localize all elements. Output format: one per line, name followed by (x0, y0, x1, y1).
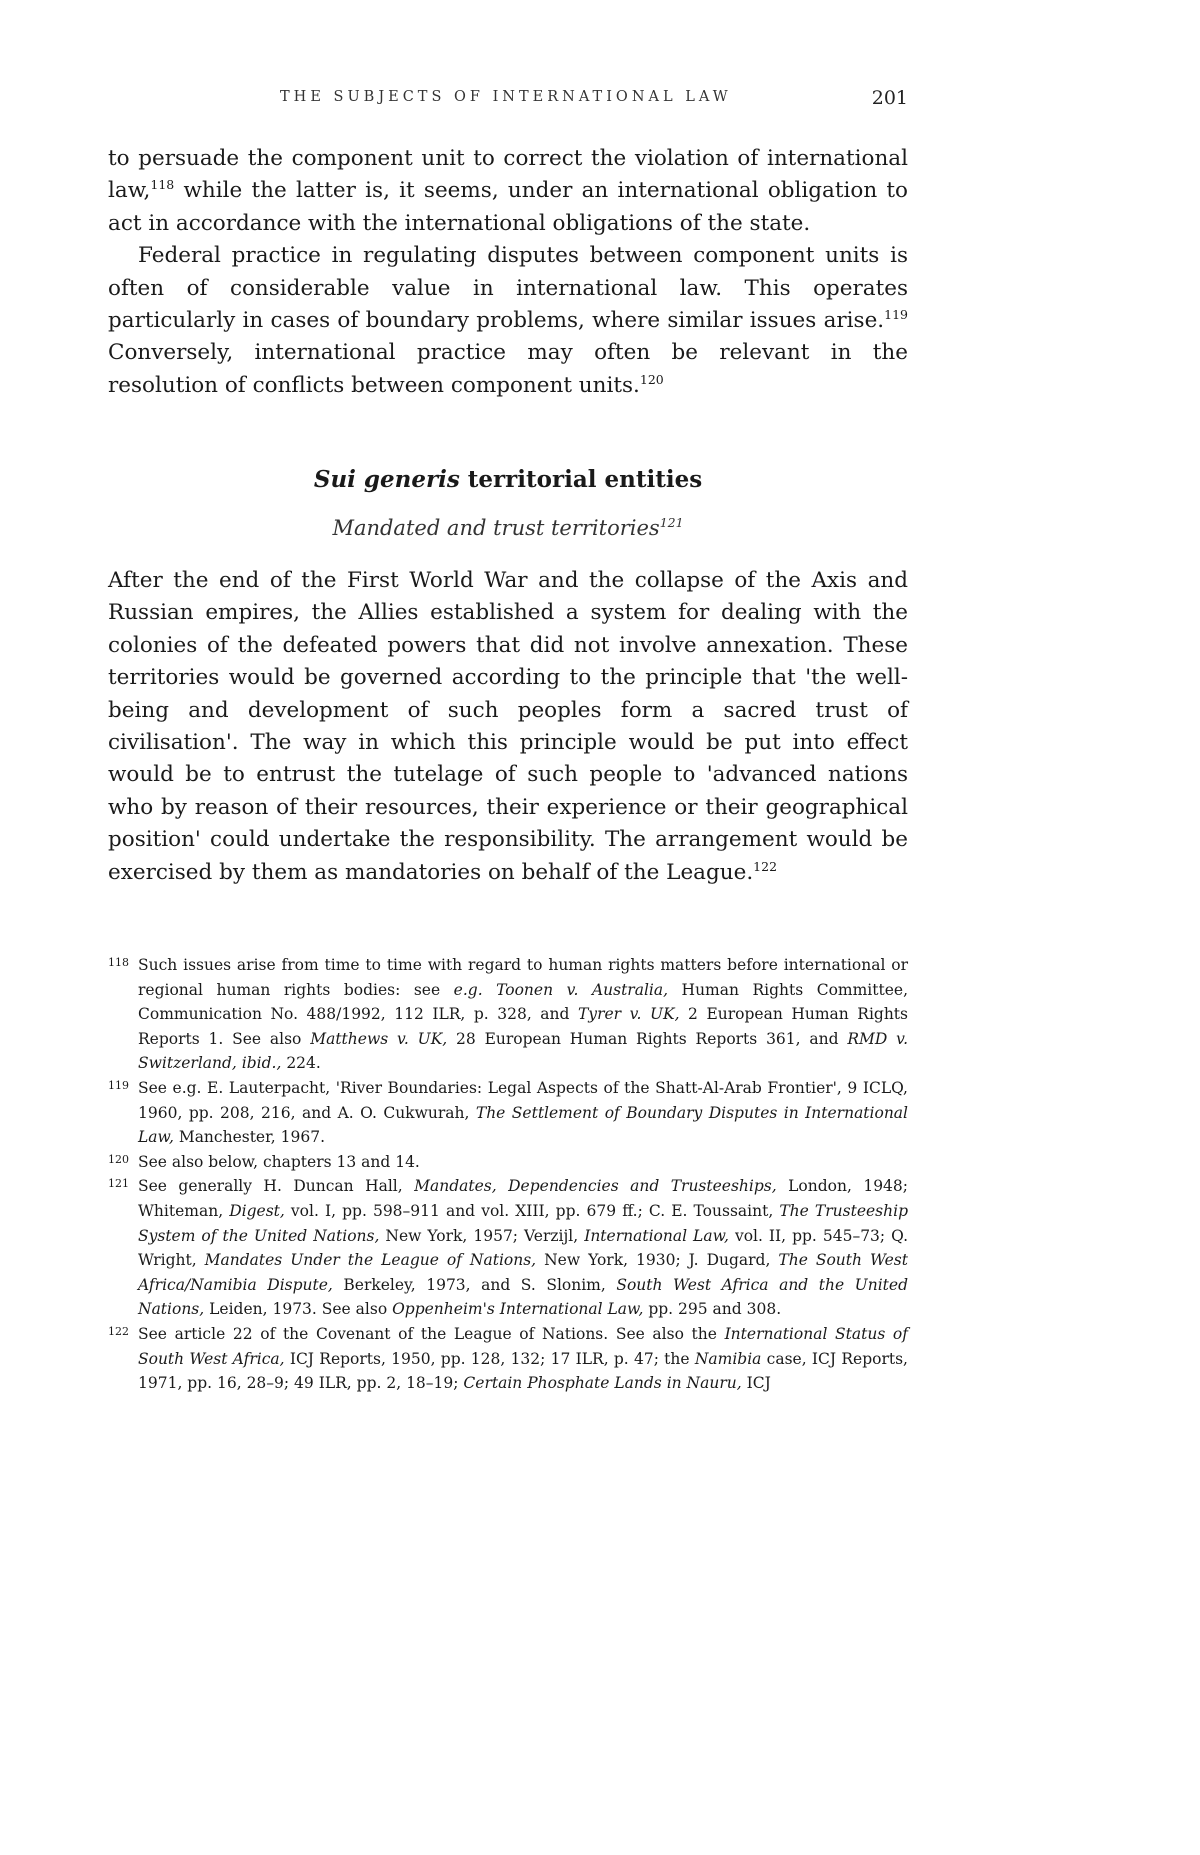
paragraph-1-text-b: while the latter is, it seems, under an international obligation to act in accordance with the international obligations of the state. (108, 178, 908, 236)
footnote-mark-121[interactable]: 121 (659, 515, 684, 530)
fn-text: ICJ (741, 1374, 771, 1393)
footnote-121 (108, 1174, 908, 1322)
opening-paragraphs (108, 143, 908, 402)
section-heading-rest: territorial entities (459, 466, 703, 493)
fn-italic: Mandates Under the League of Nations, (204, 1251, 537, 1270)
fn-italic: The Settlement of Boundary Disputes in International Law, (138, 1103, 909, 1147)
fn-text: 224. (281, 1054, 321, 1073)
fn-italic: The Trusteeship System of the United Nations, (138, 1201, 909, 1245)
fn-italic: International Law, (584, 1226, 729, 1245)
running-head (108, 89, 908, 113)
fn-text: vol. II, pp. 545–73; Q. Wright, (138, 1226, 909, 1270)
fn-text: New York, 1957; Verzijl, (379, 1226, 585, 1245)
footnote-122 (108, 1322, 908, 1396)
subheading-text: Mandated and trust territories (332, 516, 660, 540)
fn-italic: Matthews v. UK, (310, 1029, 448, 1048)
footnote-mark-118[interactable]: 118 (150, 177, 175, 193)
paragraph-3 (108, 565, 908, 889)
fn-italic: Oppenheim's International Law, (392, 1300, 644, 1319)
footnotes (108, 953, 908, 1396)
fn-italic: Mandates, Dependencies and Trusteeships, (414, 1177, 777, 1196)
fn-text: See article 22 of the Covenant of the League of Nations. See also the (138, 1324, 725, 1343)
footnote-mark-119[interactable]: 119 (884, 306, 908, 322)
footnote-118 (108, 953, 908, 1076)
fn-italic: e.g. Toonen v. Australia, (453, 980, 669, 999)
fn-text: pp. 295 and 308. (643, 1300, 782, 1319)
fn-text: Human Rights Committee, Communication No. 488/1992, 112 ILR, p. 328, and (138, 980, 908, 1024)
footnote-number: 122 (108, 1324, 129, 1338)
fn-text: case, ICJ Reports, 1971, pp. 16, 28–9; 49 ILR, pp. 2, 18–19; (138, 1349, 908, 1393)
paragraph-3-text: After the end of the First World War and the collapse of the Axis and Russian empires, the Allies established a system for dealing with the colonies of the defeated powers that did not involve annexation. These territories would be governed according to the principle that 'the well-being and development of such peoples form a sacred trust of civilisation'. The way in which this principle would be put into effect would be to entrust the tutelage of such people to 'advanced nations who by reason of their resources, their experience or their geographical position' could undertake the responsibility. The arrangement would be exercised by them as mandatories on behalf of the League. (108, 568, 908, 885)
footnote-mark-120[interactable]: 120 (639, 371, 664, 387)
footnote-number: 120 (108, 1152, 129, 1166)
fn-text: See generally H. Duncan Hall, (138, 1177, 415, 1196)
fn-text: London, 1948; Whiteman, (138, 1177, 908, 1220)
fn-text: Leiden, 1973. See also (204, 1300, 393, 1319)
fn-text: See e.g. E. Lauterpacht, 'River Boundaries: Legal Aspects of the Shatt-Al-Arab Frontier', 9 ICLQ, 1960, pp. 208, 216, and A. O. Cukwurah, (138, 1078, 908, 1122)
fn-text: Berkeley, 1973, and S. Slonim, (332, 1275, 617, 1294)
footnote-number: 118 (108, 956, 129, 969)
fn-text: New York, 1930; J. Dugard, (536, 1251, 779, 1270)
fn-italic: South West Africa and the United Nations, (138, 1275, 909, 1319)
section-heading-italic: Sui generis (313, 466, 460, 493)
fn-text: vol. I, pp. 598–911 and vol. XIII, pp. 679 ff.; C. E. Toussaint, (284, 1201, 780, 1220)
paragraph-1 (108, 143, 908, 240)
fn-italic: Digest, (229, 1201, 285, 1220)
fn-text: ICJ Reports, 1950, pp. 128, 132; 17 ILR, p. 47; the (284, 1349, 695, 1368)
fn-italic: Namibia (694, 1349, 762, 1368)
section-subheading (108, 516, 908, 540)
fn-text: Such issues arise from time to time with regard to human rights matters before international or regional human rights bodies: see (138, 956, 908, 999)
fn-italic: Certain Phosphate Lands in Nauru, (463, 1374, 742, 1393)
fn-italic: International Status of South West Africa, (138, 1324, 908, 1368)
running-title: THE SUBJECTS OF INTERNATIONAL LAW (280, 89, 732, 105)
footnote-120 (108, 1150, 908, 1175)
section-body (108, 565, 908, 889)
footnote-number: 119 (108, 1078, 129, 1092)
fn-text: See also below, chapters 13 and 14. (138, 1152, 420, 1171)
fn-text: Manchester, 1967. (173, 1128, 326, 1147)
page-number: 201 (871, 87, 908, 109)
fn-text: 28 European Human Rights Reports 361, and (447, 1029, 848, 1048)
paragraph-2-text-b: Conversely, international practice may often be relevant in the resolution of conflicts between component units. (108, 340, 908, 398)
fn-italic: The South West Africa/Namibia Dispute, (138, 1251, 908, 1294)
footnote-number: 121 (108, 1177, 129, 1191)
paragraph-2-text-a: Federal practice in regulating disputes between component units is often of considerable value in international law. This operates particularly in cases of boundary problems, where similar issues arise. (108, 243, 908, 334)
section-heading (108, 466, 908, 493)
fn-italic: Tyrer v. UK, (577, 1005, 680, 1024)
fn-italic: RMD v. Switzerland, ibid., (138, 1029, 909, 1073)
footnote-mark-122[interactable]: 122 (753, 858, 778, 874)
fn-text: 2 European Human Rights Reports 1. See also (138, 1005, 908, 1048)
paragraph-1-text-a: to persuade the component unit to correct the violation of international law, (108, 146, 908, 204)
paragraph-2 (108, 240, 908, 402)
footnote-119 (108, 1076, 908, 1150)
